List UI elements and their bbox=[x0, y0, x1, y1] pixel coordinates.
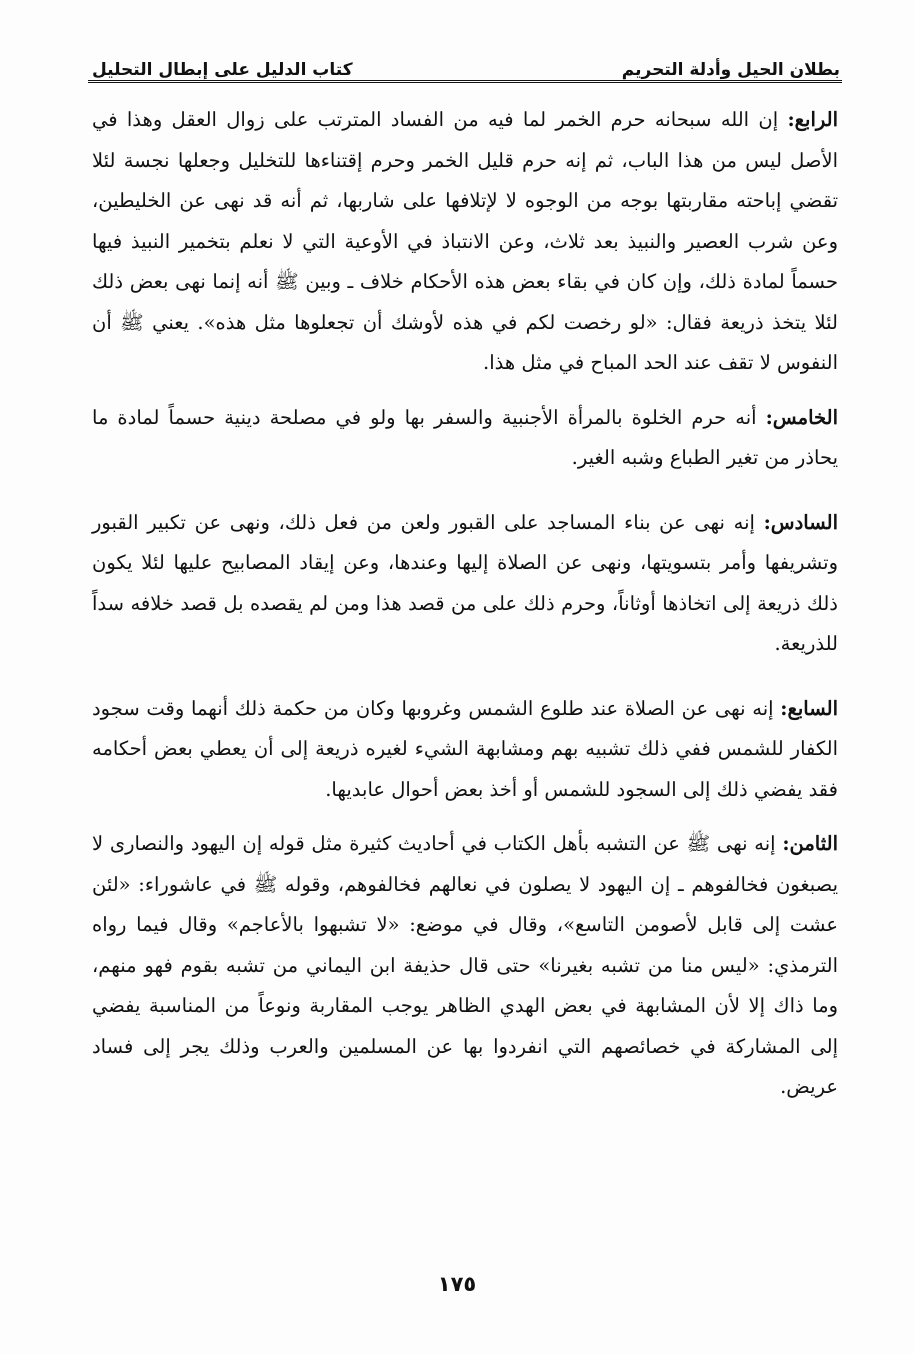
paragraph-lead: الرابع: bbox=[787, 108, 838, 131]
header-left-title: كتاب الدليل على إبطال التحليل bbox=[92, 60, 353, 80]
paragraph-eighth bbox=[92, 824, 838, 1108]
paragraph-text: إنه نهى ﷺ عن التشبه بأهل الكتاب في أحاديث كثيرة مثل قوله إن اليهود والنصارى لا يصبغون فخالفوهم ـ إن اليهود لا يصلون في نعالهم فخالفوهم، وقوله ﷺ في عاشوراء: «لئن عشت إلى قابل لأصومن التاسع»، وقال في موضع: «لا تشبهوا بالأعاجم» وقال فيما رواه الترمذي: «ليس منا من تشبه بغيرنا» حتى قال حذيفة ابن اليماني من تشبه بقوم فهو منهم، وما ذاك إلا لأن المشابهة في بعض الهدي الظاهر يوجب المقاربة ونوعاً من المناسبة يفضي إلى المشاركة في خصائصهم التي انفردوا بها عن المسلمين والعرب وذلك يجر إلى فساد عريض. bbox=[92, 832, 838, 1098]
paragraph-lead: السادس: bbox=[763, 510, 838, 534]
paragraph-sixth bbox=[92, 503, 838, 665]
paragraph-fifth bbox=[92, 398, 838, 479]
paragraph-text: إنه نهى عن بناء المساجد على القبور ولعن من فعل ذلك، ونهى عن تكبير القبور وتشريفها وأمر بتسويتها، ونهى عن الصلاة إليها وعندها، وعن إيقاد المصابيح عليها لئلا يكون ذلك ذريعة إلى اتخاذها أوثاناً، وحرم ذلك على من قصد هذا ومن لم يقصده بل قصد خلافه سداً للذريعة. bbox=[92, 510, 838, 655]
paragraph-text: أنه حرم الخلوة بالمرأة الأجنبية والسفر بها ولو في مصلحة دينية حسماً لمادة ما يحاذر من تغير الطباع وشبه الغير. bbox=[92, 405, 838, 469]
header-right-title: بطلان الحيل وأدلة التحريم bbox=[621, 60, 840, 80]
paragraph-lead: الخامس: bbox=[765, 405, 838, 429]
paragraph-lead: السابع: bbox=[780, 696, 838, 720]
paragraph-lead: الثامن: bbox=[782, 832, 838, 855]
paragraph-text: إنه نهى عن الصلاة عند طلوع الشمس وغروبها وكان من حكمة ذلك أنهما وقت سجود الكفار للشمس ففي ذلك تشبيه بهم ومشابهة الشيء لغيره ذريعة إلى أن يعطي بعض أحكامه فقد يفضي ذلك إلى السجود للشمس أو أخذ بعض أحوال عابديها. bbox=[92, 696, 838, 801]
running-header bbox=[92, 40, 840, 80]
paragraph-text: إن الله سبحانه حرم الخمر لما فيه من الفساد المترتب على زوال العقل وهذا في الأصل ليس من هذا الباب، ثم إنه حرم قليل الخمر وحرم إقتناءها للتخليل وجعلها نجسة لئلا تقضي إباحته مقاربتها بوجه من الوجوه لا لإتلافها على شاربها، ثم أنه قد نهى عن الخليطين، وعن شرب العصير والنبيذ بعد ثلاث، وعن الانتباذ في الأوعية التي لا نعلم بتخمير النبيذ فيها حسماً لمادة ذلك، وإن كان في بقاء بعض هذه الأحكام خلاف ـ وبين ﷺ أنه إنما نهى بعض ذلك لئلا يتخذ ذريعة فقال: «لو رخصت لكم في هذه لأوشك أن تجعلوها مثل هذه». يعني ﷺ أن النفوس لا تقف عند الحد المباح في مثل هذا. bbox=[92, 108, 838, 374]
paragraph-seventh bbox=[92, 689, 838, 811]
paragraph-fourth bbox=[92, 100, 838, 384]
header-rule bbox=[88, 80, 842, 83]
page-body bbox=[92, 100, 838, 1108]
page-number: ١٧٥ bbox=[437, 1272, 477, 1296]
